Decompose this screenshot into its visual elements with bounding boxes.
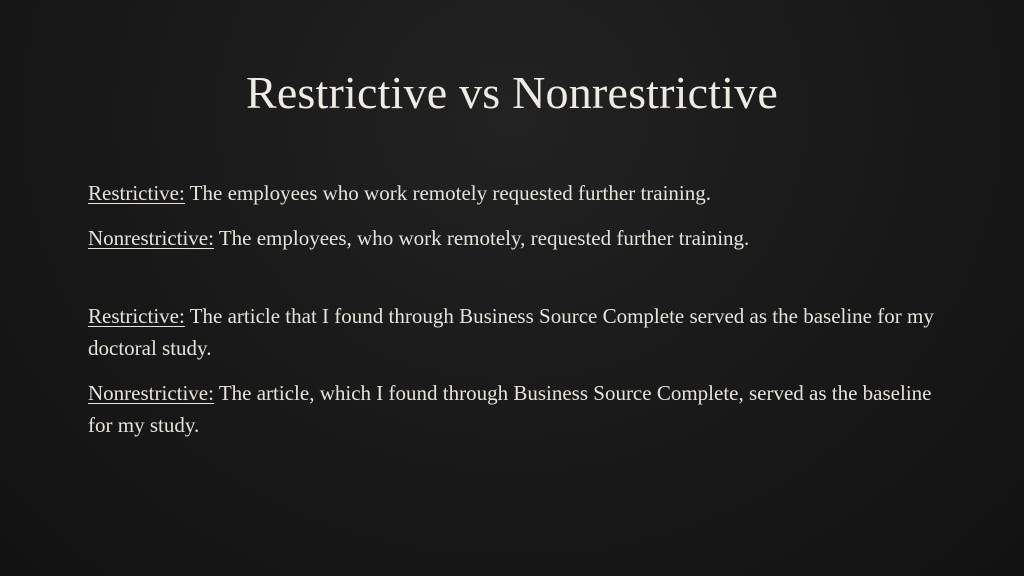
example-sentence: The article that I found through Business Source Complete served as the baseline for my doctoral study.: [88, 304, 934, 360]
term-label: Restrictive:: [88, 304, 185, 328]
example-sentence: The employees who work remotely requested further training.: [184, 181, 712, 205]
example-sentence: The employees, who work remotely, requested further training.: [213, 226, 750, 250]
example-nonrestrictive-2: [88, 377, 948, 441]
example-nonrestrictive-1: [88, 222, 948, 254]
term-label: Nonrestrictive:: [88, 381, 214, 405]
example-restrictive-2: [88, 300, 948, 364]
slide-body: [88, 177, 948, 441]
term-label: Restrictive:: [88, 181, 185, 205]
example-restrictive-1: [88, 177, 948, 209]
term-label: Nonrestrictive:: [88, 226, 214, 250]
example-sentence: The article, which I found through Business Source Complete, served as the baseline for my study.: [88, 381, 932, 437]
slide-title: Restrictive vs Nonrestrictive: [245, 67, 779, 118]
